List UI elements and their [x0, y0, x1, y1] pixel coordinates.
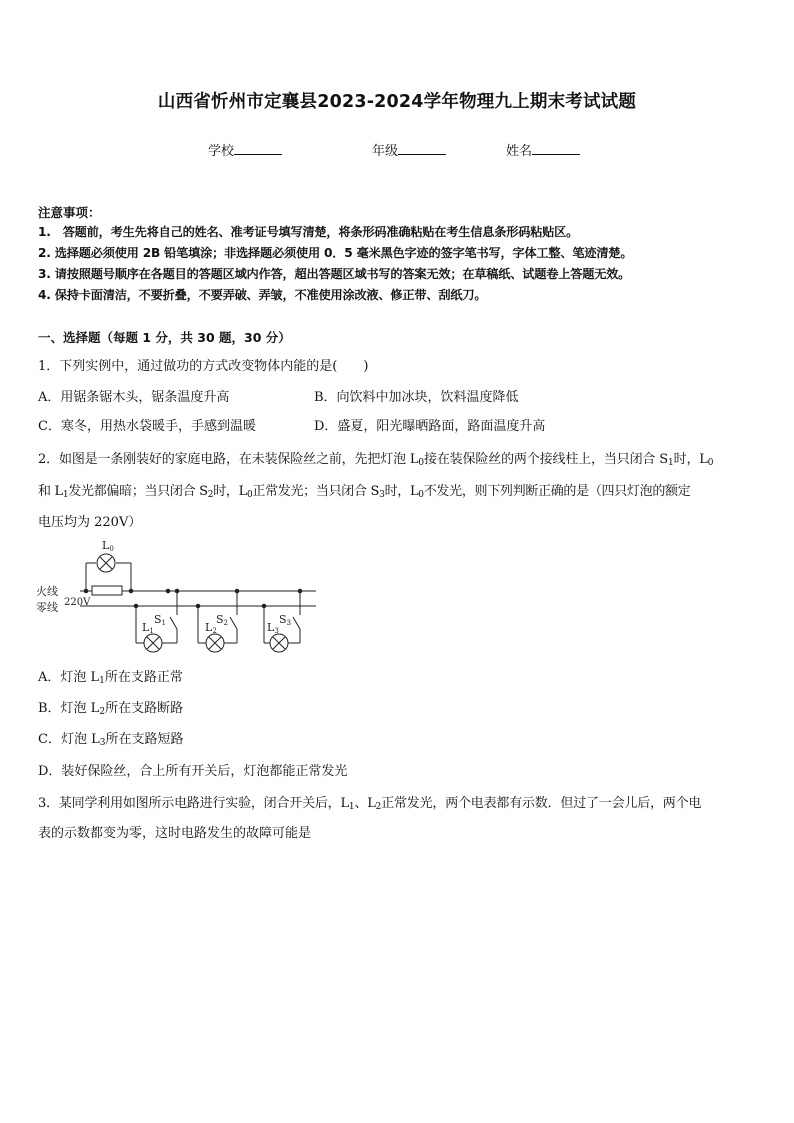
question-2-line-2: 和 $L_1$发光都偏暗；当只闭合 $S_2$时，$L_0$正常发光；当只闭合 $S_3$时，$L_0$不发光，则下列判断正确的是（四只灯泡的额定	[38, 484, 691, 500]
question-1-option-d: D．盛夏，阳光曝晒路面，路面温度升高	[314, 419, 546, 434]
question-2-option-a: A．灯泡 $L_1$所在支路正常	[38, 670, 183, 686]
switch-s3-label: S3	[279, 613, 292, 627]
switch-s1-label: S1	[154, 613, 167, 627]
note-item: 3. 请按照题号顺序在各题目的答题区域内作答，超出答题区域书写的答案无效；在草稿纸、试题卷上答题无效。	[38, 267, 631, 281]
voltage-label: 220V	[64, 597, 91, 608]
school-field	[208, 140, 282, 159]
lamp-l0-label: L0	[102, 539, 114, 553]
question-2-line-1: 2．如图是一条刚装好的家庭电路，在未装保险丝之前，先把灯泡 $L_0$接在装保险丝的两个接线柱上，当只闭合 $S_1$时，$L_0$	[38, 452, 714, 468]
name-field	[506, 140, 580, 159]
note-item: 2. 选择题必须使用 2B 铅笔填涂；非选择题必须使用 0．5 毫米黑色字迹的签字笔书写，字体工整、笔迹清楚。	[38, 246, 633, 260]
neutral-wire-label: 零线	[36, 601, 58, 614]
question-1-option-a: A．用锯条锯木头，锯条温度升高	[38, 390, 230, 405]
lamp-l1-label: L1	[142, 621, 154, 635]
name-label: 姓名	[506, 144, 533, 159]
question-2-line-3: 电压均为 220V）	[38, 515, 142, 530]
notes-heading: 注意事项：	[38, 205, 101, 220]
note-item: 1. 答题前，考生先将自己的姓名、准考证号填写清楚，将条形码准确粘贴在考生信息条形码粘贴区。	[38, 225, 579, 239]
fuse-holder	[92, 586, 122, 595]
household-circuit-diagram	[36, 533, 326, 663]
fire-wire-label: 火线	[36, 585, 58, 598]
switch-s2-icon	[230, 617, 237, 629]
question-1-stem: 1．下列实例中，通过做功的方式改变物体内能的是( )	[38, 359, 369, 374]
question-2-option-c: C．灯泡 $L_3$所在支路短路	[38, 732, 184, 748]
switch-s1-icon	[170, 617, 177, 629]
question-1-option-c: C．寒冬，用热水袋暖手，手感到温暖	[38, 419, 256, 434]
lamp-l2-label: L2	[205, 621, 217, 635]
switch-s2-label: S2	[216, 613, 229, 627]
question-2-option-d: D．装好保险丝，合上所有开关后，灯泡都能正常发光	[38, 764, 348, 779]
question-2-option-b: B．灯泡 $L_2$所在支路断路	[38, 701, 184, 717]
grade-field	[372, 140, 446, 159]
school-label: 学校	[208, 144, 235, 159]
section-heading: 一、选择题（每题 1 分，共 30 题，30 分）	[38, 330, 291, 345]
lamp-l3-label: L3	[267, 621, 279, 635]
grade-blank	[398, 142, 446, 155]
name-blank	[532, 142, 580, 155]
school-blank	[234, 142, 282, 155]
grade-label: 年级	[372, 144, 399, 159]
question-3-line-1: 3．某同学利用如图所示电路进行实验，闭合开关后，$L_1$、$L_2$正常发光，两个电表都有示数．但过了一会儿后，两个电	[38, 796, 702, 812]
page-title: 山西省忻州市定襄县2023-2024学年物理九上期末考试试题	[157, 92, 637, 112]
question-1-option-b: B．向饮料中加冰块，饮料温度降低	[314, 390, 519, 405]
switch-s3-icon	[293, 617, 300, 629]
question-3-line-2: 表的示数都变为零，这时电路发生的故障可能是	[38, 826, 312, 841]
note-item: 4. 保持卡面清洁，不要折叠，不要弄破、弄皱，不准使用涂改液、修正带、刮纸刀。	[38, 288, 487, 302]
